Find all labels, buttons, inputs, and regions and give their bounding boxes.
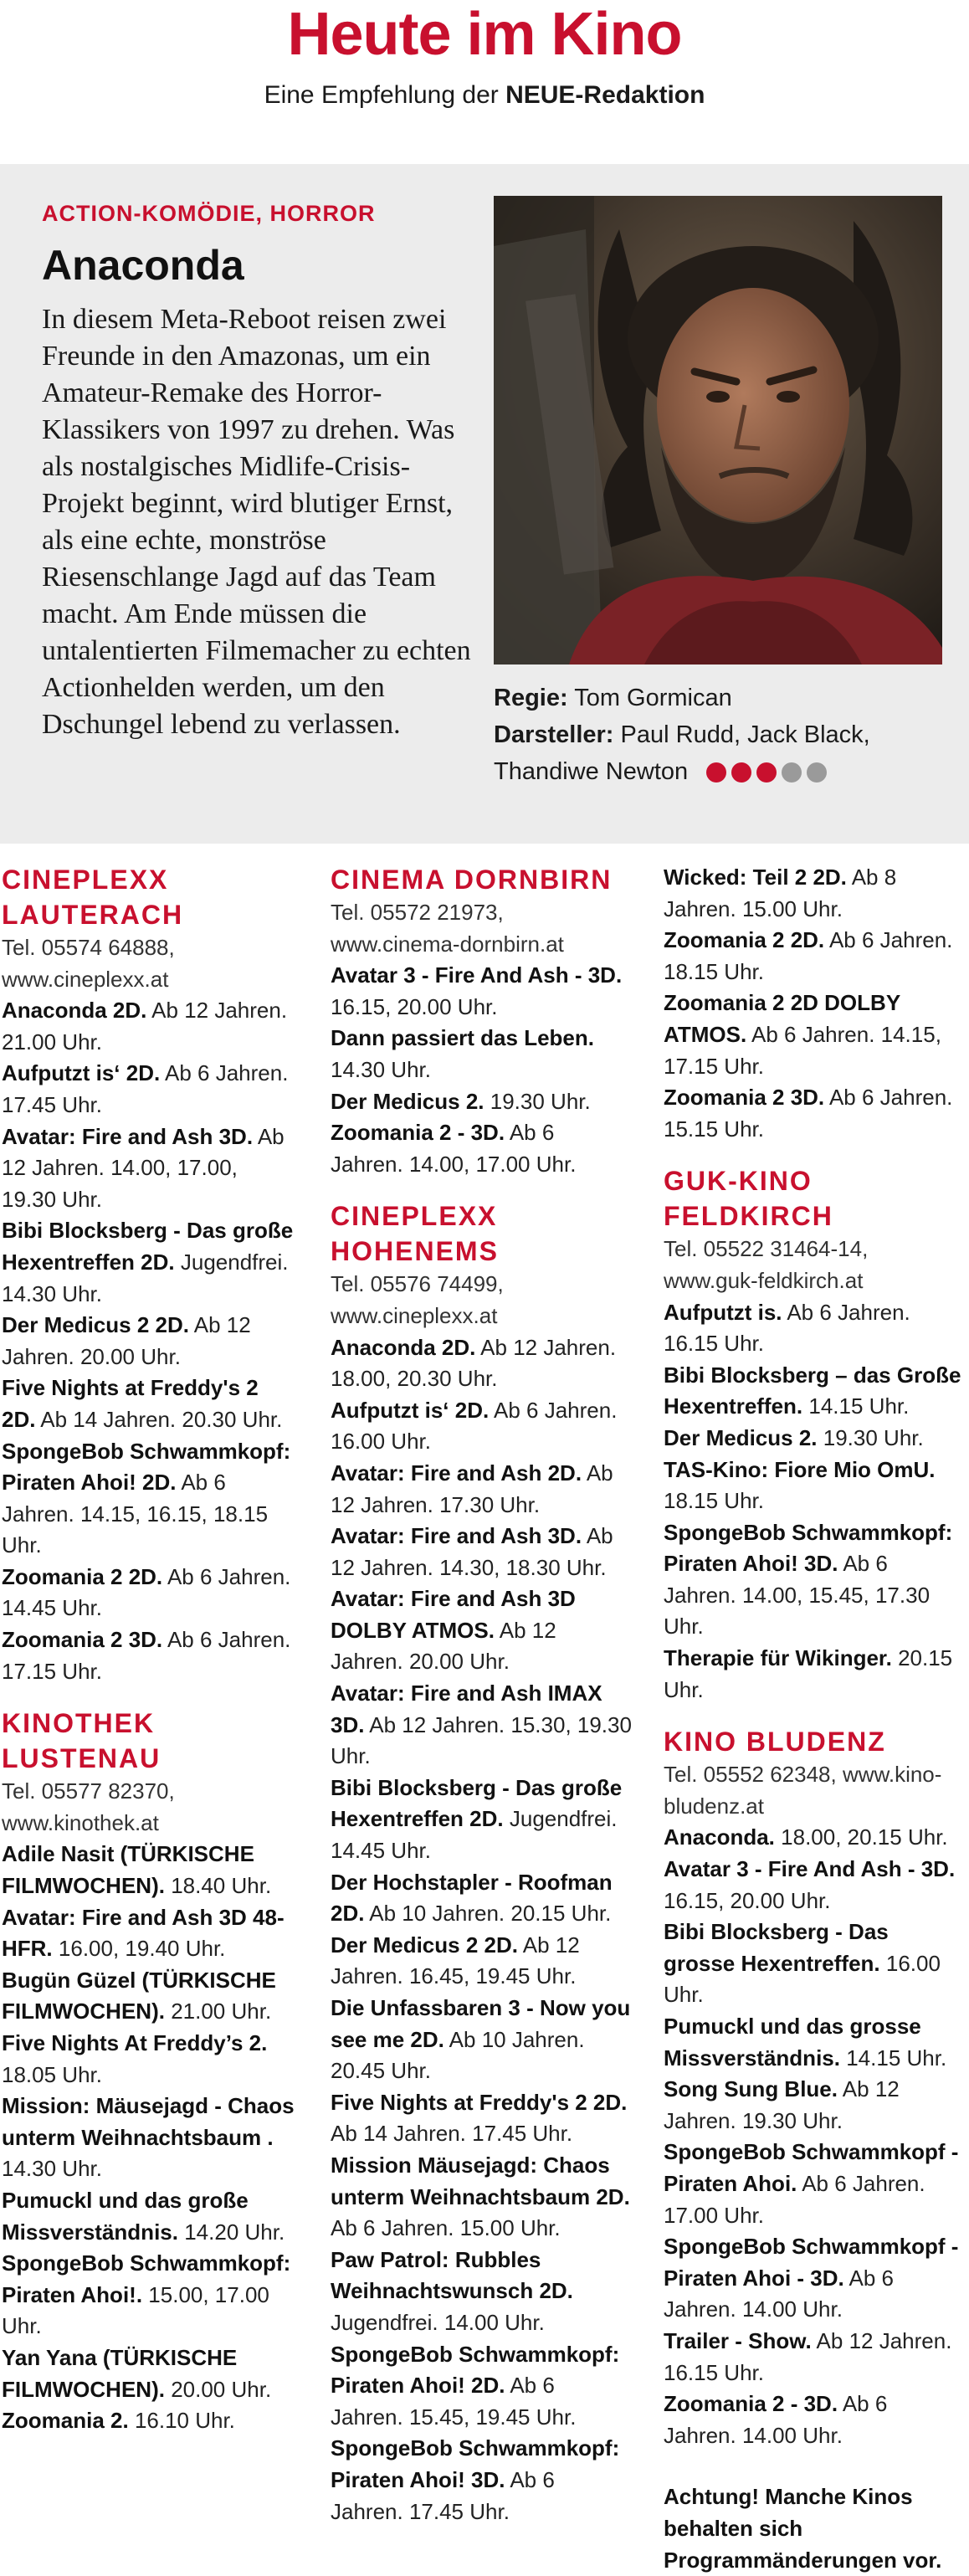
movie-info: Ab 12 Jahren. 16.15 Uhr. bbox=[664, 2327, 952, 2385]
movie-title: Avatar: Fire and Ash 3D. bbox=[331, 1523, 582, 1549]
director-line bbox=[494, 680, 946, 716]
movie-title: Die Unfassbaren 3 - Now you see me 2D. bbox=[331, 1995, 631, 2052]
showtime-entry bbox=[331, 1773, 632, 1867]
showtime-entry bbox=[2, 2028, 296, 2091]
movie-title: Mission: Mäusejagd - Chaos unterm Weihnachtsbaum . bbox=[2, 2093, 295, 2150]
rating-dot-filled bbox=[731, 762, 751, 783]
movie-info: Ab 6 Jahren. 14.45 Uhr. bbox=[2, 1563, 291, 1621]
movie-title: Aufputzt is‘ 2D. bbox=[331, 1397, 490, 1423]
movie-title: Therapie für Wikinger. bbox=[664, 1645, 892, 1671]
movie-info: Ab 12 Jahren. 20.00 Uhr. bbox=[2, 1312, 251, 1369]
cinema-contact: Tel. 05574 64888, www.cineplexx.at bbox=[2, 935, 175, 992]
showtime-entry bbox=[664, 925, 965, 988]
showtime-entry bbox=[331, 2339, 632, 2434]
movie-info: Ab 12 Jahren. 17.30 Uhr. bbox=[331, 1460, 613, 1517]
showtime-entry bbox=[2, 1839, 296, 1901]
cinema-name: CINEPLEXX HOHENEMS bbox=[331, 1201, 499, 1267]
featured-synopsis: In diesem Meta-Reboot reisen zwei Freunde in den Amazonas, um ein Amateur-Remake des Horror-Klassikers von 1997 zu drehen. Was als nostalgisches Midlife-Crisis-Projekt beginnt, wird blutiger Ernst, als eine echte, monströse Riesenschlange Jagd auf das Team macht. Am Ende müssen die untalentierten Filmemacher zu echten Actionhelden werden, um den Dschungel lebend zu verlassen. bbox=[42, 304, 471, 740]
movie-info: 16.10 Uhr. bbox=[134, 2408, 235, 2434]
showtime-entry bbox=[2, 2091, 296, 2185]
movie-title: Anaconda 2D. bbox=[331, 1334, 476, 1360]
movie-title: Zoomania 2 3D. bbox=[664, 1085, 825, 1111]
showtime-entry bbox=[664, 1917, 965, 2011]
showtime-entry bbox=[2, 995, 296, 1058]
movie-info: 20.00 Uhr. bbox=[171, 2376, 272, 2402]
director-name: Tom Gormican bbox=[574, 685, 732, 711]
movie-info: Ab 6 Jahren. 16.00 Uhr. bbox=[331, 1397, 618, 1455]
showtime-entry bbox=[664, 1082, 965, 1145]
showtime-entry bbox=[664, 2011, 965, 2074]
showtime-entry bbox=[2, 1436, 296, 1562]
movie-info: Ab 6 Jahren. 14.00 Uhr. bbox=[664, 2391, 888, 2448]
listing-column-1 bbox=[2, 862, 296, 2437]
movie-title: Der Medicus 2. bbox=[331, 1088, 484, 1114]
showtime-entry bbox=[664, 2231, 965, 2326]
showtime-entry bbox=[664, 1455, 965, 1517]
cinema-contact: Tel. 05577 82370, www.kinothek.at bbox=[2, 1778, 175, 1835]
featured-movie-photo bbox=[494, 196, 942, 665]
showtime-entry bbox=[331, 2150, 632, 2245]
listing-column-2 bbox=[331, 862, 632, 2527]
movie-title: Five Nights at Freddy's 2 2D. bbox=[331, 2089, 628, 2115]
movie-info: Ab 14 Jahren. 20.30 Uhr. bbox=[40, 1406, 283, 1432]
movie-info: Ab 6 Jahren. 14.00, 17.00 Uhr. bbox=[331, 1120, 577, 1177]
showtime-entry bbox=[664, 2389, 965, 2451]
movie-title: Avatar 3 - Fire And Ash - 3D. bbox=[331, 962, 623, 988]
movie-info: Ab 6 Jahren. 17.45 Uhr. bbox=[2, 1060, 289, 1117]
movie-title: Trailer - Show. bbox=[664, 2327, 812, 2353]
cinema-name: KINOTHEK LUSTENAU bbox=[2, 1708, 162, 1774]
movie-info: 18.40 Uhr. bbox=[171, 1873, 272, 1899]
movie-info: Ab 6 Jahren. 14.00, 15.45, 17.30 Uhr. bbox=[664, 1551, 931, 1640]
rating-dot-empty bbox=[807, 762, 827, 783]
cast-label: Darsteller: bbox=[494, 721, 614, 748]
showtime-entry bbox=[2, 1562, 296, 1624]
showtime-entry bbox=[2, 2248, 296, 2343]
showtime-entry bbox=[2, 2405, 296, 2437]
movie-title: Zoomania 2 2D DOLBY ATMOS. bbox=[664, 990, 900, 1047]
showtime-entry bbox=[2, 1902, 296, 1965]
movie-info: Jugendfrei. 14.30 Uhr. bbox=[2, 1249, 289, 1306]
cinema-name: GUK-KINO FELDKIRCH bbox=[664, 1166, 833, 1232]
movie-title: Avatar: Fire and Ash 3D. bbox=[2, 1123, 254, 1149]
showtime-entry bbox=[331, 2087, 632, 2150]
showtime-entry bbox=[664, 988, 965, 1082]
movie-info: 16.00, 19.40 Uhr. bbox=[58, 1936, 226, 1962]
cinema-name: KINO BLUDENZ bbox=[664, 1727, 886, 1758]
movie-title: SpongeBob Schwammkopf - Piraten Ahoi. bbox=[664, 2139, 959, 2196]
rating-dot-filled bbox=[756, 762, 777, 783]
subtitle-prefix: Eine Empfehlung der bbox=[264, 81, 506, 109]
subtitle-brand: NEUE-Redaktion bbox=[505, 81, 705, 109]
cinema-name: CINEPLEXX LAUTERACH bbox=[2, 865, 184, 930]
movie-title: Anaconda. bbox=[664, 1824, 775, 1850]
cinema-contact: Tel. 05572 21973, www.cinema-dornbirn.at bbox=[331, 900, 564, 957]
movie-title: SpongeBob Schwammkopf: Piraten Ahoi! 2D. bbox=[2, 1438, 291, 1496]
showtime-entry bbox=[2, 1121, 296, 1216]
showtime-entry bbox=[2, 1215, 296, 1310]
showtime-entry bbox=[664, 1297, 965, 1360]
movie-info: Ab 6 Jahren. 14.00 Uhr. bbox=[664, 2265, 895, 2322]
movie-title: Aufputzt is. bbox=[664, 1299, 782, 1325]
featured-title: Anaconda bbox=[42, 242, 244, 289]
showtime-entry bbox=[331, 1930, 632, 1993]
page-header bbox=[0, 0, 969, 149]
movie-title: Bugün Güzel (TÜRKISCHE FILMWOCHEN). bbox=[2, 1967, 276, 2024]
movie-title: Bibi Blocksberg - Das grosse Hexentreffen. bbox=[664, 1919, 889, 1976]
showtime-entry bbox=[331, 1583, 632, 1678]
movie-title: Avatar: Fire and Ash 2D. bbox=[331, 1460, 582, 1486]
movie-title: Adile Nasit (TÜRKISCHE FILMWOCHEN). bbox=[2, 1841, 254, 1899]
movie-info: Ab 12 Jahren. 15.30, 19.30 Uhr. bbox=[331, 1711, 632, 1769]
movie-title: Avatar: Fire and Ash 3D DOLBY ATMOS. bbox=[331, 1586, 576, 1643]
movie-title: Pumuckl und das grosse Missverständnis. bbox=[664, 2014, 921, 2071]
movie-title: Zoomania 2. bbox=[2, 2408, 129, 2434]
movie-info: Ab 12 Jahren. 20.00 Uhr. bbox=[331, 1617, 556, 1675]
movie-info: 14.20 Uhr. bbox=[184, 2219, 285, 2245]
movie-info: Ab 14 Jahren. 17.45 Uhr. bbox=[331, 2121, 573, 2147]
movie-title: Avatar: Fire and Ash IMAX 3D. bbox=[331, 1681, 602, 1737]
movie-info: Ab 12 Jahren. 14.30, 18.30 Uhr. bbox=[331, 1523, 613, 1580]
movie-info: Ab 12 Jahren. 21.00 Uhr. bbox=[2, 998, 288, 1055]
movie-title: Der Medicus 2 2D. bbox=[2, 1312, 189, 1338]
showtime-entry bbox=[664, 2074, 965, 2137]
movie-title: Five Nights At Freddy’s 2. bbox=[2, 2030, 268, 2055]
movie-info: 14.30 Uhr. bbox=[2, 2156, 102, 2182]
rating-dots bbox=[706, 762, 827, 783]
movie-info: Ab 6 Jahren. 17.15 Uhr. bbox=[2, 1627, 291, 1684]
movie-title: Bibi Blocksberg - Das große Hexentreffen 2D. bbox=[331, 1774, 623, 1832]
movie-info: 14.30 Uhr. bbox=[331, 1056, 431, 1082]
movie-info: 16.00 Uhr. bbox=[664, 1950, 941, 2008]
movie-info: Jugendfrei. 14.45 Uhr. bbox=[331, 1806, 618, 1864]
movie-title: Wicked: Teil 2 2D. bbox=[664, 865, 847, 890]
movie-title: Aufputzt is‘ 2D. bbox=[2, 1060, 161, 1086]
movie-info: 21.00 Uhr. bbox=[171, 1999, 272, 2024]
showtime-entry bbox=[664, 862, 965, 925]
showtime-entry bbox=[331, 1993, 632, 2087]
movie-info: Ab 6 Jahren. 17.00 Uhr. bbox=[664, 2170, 925, 2228]
movie-title: Mission Mäusejagd: Chaos unterm Weihnachtsbaum 2D. bbox=[331, 2152, 630, 2209]
featured-movie bbox=[0, 164, 969, 844]
movie-title: Zoomania 2 - 3D. bbox=[331, 1120, 505, 1146]
cast-names: Paul Rudd, Jack Black, Thandiwe Newton bbox=[494, 721, 870, 785]
showtime-entry bbox=[664, 1822, 965, 1854]
movie-info: Ab 6 Jahren. 14.15, 16.15, 18.15 Uhr. bbox=[2, 1470, 269, 1558]
movie-info: Ab 6 Jahren. 16.15 Uhr. bbox=[664, 1299, 910, 1357]
showtime-entry bbox=[664, 1517, 965, 1643]
movie-title: Der Medicus 2. bbox=[664, 1424, 818, 1450]
movie-title: Der Medicus 2 2D. bbox=[331, 1932, 518, 1958]
movie-title: Dann passiert das Leben. bbox=[331, 1025, 594, 1051]
movie-info: Ab 6 Jahren. 15.45, 19.45 Uhr. bbox=[331, 2373, 577, 2430]
movie-title: SpongeBob Schwammkopf: Piraten Ahoi!. bbox=[2, 2250, 291, 2307]
movie-still-image bbox=[494, 196, 942, 665]
showtime-entry bbox=[331, 1023, 632, 1085]
showtime-entry bbox=[331, 2433, 632, 2527]
movie-title: Bibi Blocksberg – das Große Hexentreffen. bbox=[664, 1362, 961, 1419]
movie-info: Ab 6 Jahren. 17.45 Uhr. bbox=[331, 2466, 555, 2524]
page-title: Heute im Kino bbox=[287, 1, 682, 68]
program-notice: Achtung! Manche Kinos behalten sich Programmänderungen vor. bbox=[664, 2484, 942, 2573]
showtime-entry bbox=[331, 1395, 632, 1458]
movie-info: 18.05 Uhr. bbox=[2, 2061, 102, 2087]
showtime-entry bbox=[664, 1854, 965, 1917]
cinema-contact: Tel. 05522 31464-14, www.guk-feldkirch.at bbox=[664, 1236, 869, 1293]
showtime-entry bbox=[331, 1086, 632, 1118]
movie-info: 19.30 Uhr. bbox=[823, 1424, 924, 1450]
movie-info: Ab 10 Jahren. 20.45 Uhr. bbox=[331, 2026, 585, 2084]
showtime-entry bbox=[2, 1624, 296, 1687]
showtime-entry bbox=[2, 1373, 296, 1435]
cinema-contact: Tel. 05576 74499, www.cineplexx.at bbox=[331, 1271, 504, 1328]
movie-title: SpongeBob Schwammkopf: Piraten Ahoi! 3D. bbox=[664, 1519, 953, 1577]
showtime-entry bbox=[2, 2343, 296, 2405]
movie-info: 18.15 Uhr. bbox=[664, 1488, 764, 1514]
movie-info: 19.30 Uhr. bbox=[490, 1088, 591, 1114]
showtime-entry bbox=[2, 1965, 296, 2028]
featured-credits bbox=[494, 680, 946, 790]
showtime-entry bbox=[664, 2326, 965, 2389]
movie-title: TAS-Kino: Fiore Mio OmU. bbox=[664, 1456, 936, 1482]
showtime-entry bbox=[331, 1678, 632, 1773]
movie-info: 16.15, 20.00 Uhr. bbox=[331, 993, 498, 1019]
movie-title: Zoomania 2 2D. bbox=[2, 1563, 163, 1589]
movie-title: Song Sung Blue. bbox=[664, 2076, 838, 2102]
movie-info: Ab 8 Jahren. 15.00 Uhr. bbox=[664, 865, 897, 921]
movie-title: Yan Yana (TÜRKISCHE FILMWOCHEN). bbox=[2, 2344, 238, 2402]
showtime-entry bbox=[331, 1332, 632, 1395]
movie-title: Pumuckl und das große Missverständnis. bbox=[2, 2187, 249, 2245]
movie-info: 15.00, 17.00 Uhr. bbox=[2, 2281, 269, 2339]
movie-title: Avatar 3 - Fire And Ash - 3D. bbox=[664, 1856, 956, 1882]
movie-info: 14.15 Uhr. bbox=[846, 2045, 947, 2071]
movie-info: Ab 12 Jahren. 14.00, 17.00, 19.30 Uhr. bbox=[2, 1123, 285, 1212]
rating-dot-empty bbox=[782, 762, 802, 783]
featured-movie-text bbox=[42, 199, 477, 743]
page-subtitle bbox=[0, 80, 969, 110]
showtime-entry bbox=[331, 2245, 632, 2339]
showtime-entry bbox=[331, 1521, 632, 1583]
movie-info: Ab 6 Jahren. 14.15, 17.15 Uhr. bbox=[664, 1021, 941, 1079]
movie-info: Ab 10 Jahren. 20.15 Uhr. bbox=[369, 1901, 612, 1927]
movie-title: Bibi Blocksberg - Das große Hexentreffen 2D. bbox=[2, 1218, 294, 1275]
showtime-entry bbox=[664, 1360, 965, 1423]
featured-genre: ACTION-KOMÖDIE, HORROR bbox=[42, 201, 376, 226]
movie-title: Zoomania 2 - 3D. bbox=[664, 2391, 838, 2417]
cast-line bbox=[494, 716, 946, 790]
cinema-name: CINEMA DORNBIRN bbox=[331, 865, 613, 895]
director-label: Regie: bbox=[494, 685, 568, 711]
movie-info: 14.15 Uhr. bbox=[808, 1393, 910, 1419]
movie-title: Zoomania 2 2D. bbox=[664, 927, 825, 953]
showtime-entry bbox=[331, 1458, 632, 1521]
movie-title: Zoomania 2 3D. bbox=[2, 1627, 163, 1653]
movie-info: 16.15, 20.00 Uhr. bbox=[664, 1887, 831, 1913]
movie-info: Ab 12 Jahren. 19.30 Uhr. bbox=[664, 2076, 900, 2133]
showtime-entry bbox=[331, 1867, 632, 1930]
movie-info: Ab 12 Jahren. 18.00, 20.30 Uhr. bbox=[331, 1334, 617, 1392]
showtime-entry bbox=[664, 1423, 965, 1455]
movie-info: Ab 6 Jahren. 15.15 Uhr. bbox=[664, 1085, 953, 1142]
movie-info: 18.00, 20.15 Uhr. bbox=[781, 1824, 948, 1850]
showtime-entry bbox=[331, 960, 632, 1023]
showtime-entry bbox=[664, 2137, 965, 2231]
movie-title: Der Hochstapler - Roofman 2D. bbox=[331, 1869, 613, 1927]
cinema-contact: Tel. 05552 62348, www.kino-bludenz.at bbox=[664, 1762, 942, 1819]
showtime-entry bbox=[2, 2185, 296, 2248]
movie-title: Five Nights at Freddy's 2 2D. bbox=[2, 1375, 259, 1432]
movie-title: SpongeBob Schwammkopf: Piraten Ahoi! 3D. bbox=[331, 2435, 620, 2492]
listing-column-3 bbox=[664, 862, 965, 2576]
showtime-entry bbox=[664, 1643, 965, 1706]
showtime-entry bbox=[2, 1310, 296, 1373]
showtime-entry bbox=[331, 1117, 632, 1180]
rating-dot-filled bbox=[706, 762, 726, 783]
movie-title: SpongeBob Schwammkopf: Piraten Ahoi! 2D. bbox=[331, 2341, 620, 2399]
movie-info: Ab 6 Jahren. 18.15 Uhr. bbox=[664, 927, 953, 984]
movie-title: Paw Patrol: Rubbles Weihnachtswunsch 2D. bbox=[331, 2246, 573, 2304]
movie-title: Anaconda 2D. bbox=[2, 998, 147, 1024]
movie-info: 20.15 Uhr. bbox=[664, 1645, 953, 1702]
showtime-entry bbox=[2, 1058, 296, 1121]
movie-title: Avatar: Fire and Ash 3D 48-HFR. bbox=[2, 1904, 285, 1962]
movie-info: Ab 12 Jahren. 16.45, 19.45 Uhr. bbox=[331, 1932, 580, 1989]
movie-info: Ab 6 Jahren. 15.00 Uhr. bbox=[331, 2215, 561, 2241]
movie-title: SpongeBob Schwammkopf - Piraten Ahoi - 3D. bbox=[664, 2234, 959, 2291]
movie-info: Jugendfrei. 14.00 Uhr. bbox=[331, 2309, 545, 2335]
